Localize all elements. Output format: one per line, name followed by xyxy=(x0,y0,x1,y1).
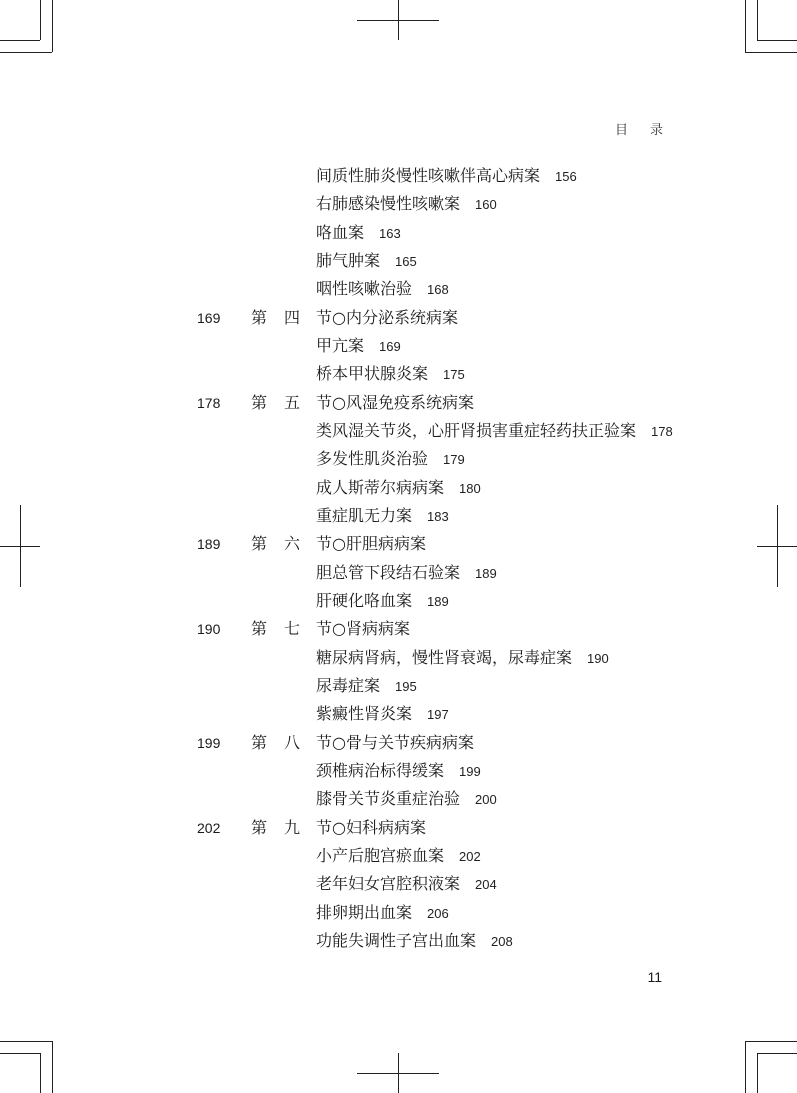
section-number: 九 xyxy=(284,817,301,837)
entry-title: 多发性肌炎治验 179 xyxy=(316,449,465,469)
registration-mark xyxy=(398,1053,399,1093)
entry-page: 178 xyxy=(651,423,673,439)
crop-mark xyxy=(0,40,40,41)
crop-mark xyxy=(757,1053,797,1054)
toc-entry[interactable] xyxy=(0,559,797,587)
section-title: 节○内分泌系统病案 xyxy=(316,307,458,327)
table-of-contents xyxy=(0,162,797,955)
crop-mark xyxy=(40,1053,41,1093)
entry-page: 200 xyxy=(475,792,497,808)
crop-mark xyxy=(745,0,746,52)
section-number: 六 xyxy=(284,534,301,554)
entry-page: 195 xyxy=(395,678,417,694)
crop-mark xyxy=(757,40,797,41)
entry-title: 类风湿关节炎，心肝肾损害重症轻药扶正验案 178 xyxy=(316,420,673,440)
crop-mark xyxy=(0,52,52,53)
toc-entry[interactable] xyxy=(0,644,797,672)
toc-entry[interactable] xyxy=(0,785,797,813)
entry-title: 成人斯蒂尔病病案 180 xyxy=(316,477,481,497)
entry-page: 168 xyxy=(427,282,449,298)
toc-section-heading[interactable] xyxy=(0,530,797,558)
entry-page: 180 xyxy=(459,480,481,496)
entry-title: 颈椎病治标得缓案 199 xyxy=(316,760,481,780)
entry-title: 老年妇女宫腔积液案 204 xyxy=(316,874,497,894)
toc-entry[interactable] xyxy=(0,360,797,388)
entry-page: 183 xyxy=(427,508,449,524)
toc-entry[interactable] xyxy=(0,870,797,898)
toc-section-heading[interactable] xyxy=(0,389,797,417)
entry-page: 165 xyxy=(395,253,417,269)
entry-page: 204 xyxy=(475,877,497,893)
entry-title: 功能失调性子宫出血案 208 xyxy=(316,930,513,950)
entry-title: 肺气肿案 165 xyxy=(316,250,417,270)
crop-mark xyxy=(745,1041,746,1093)
entry-title: 排卵期出血案 206 xyxy=(316,902,449,922)
toc-entry[interactable] xyxy=(0,445,797,473)
entry-title: 紫癜性肾炎案 197 xyxy=(316,704,449,724)
section-page: 199 xyxy=(197,734,221,751)
entry-page: 163 xyxy=(379,225,401,241)
toc-entry[interactable] xyxy=(0,587,797,615)
toc-entry[interactable] xyxy=(0,899,797,927)
page-number: 11 xyxy=(647,969,662,985)
entry-page: 179 xyxy=(443,452,465,468)
crop-mark xyxy=(0,1041,52,1042)
section-number: 七 xyxy=(284,619,301,639)
entry-page: 208 xyxy=(491,933,513,949)
crop-mark xyxy=(745,1041,797,1042)
entry-title: 甲亢案 169 xyxy=(316,335,401,355)
entry-title: 肝硬化咯血案 189 xyxy=(316,590,449,610)
crop-mark xyxy=(0,1053,40,1054)
registration-mark xyxy=(398,0,399,40)
entry-title: 胆总管下段结石验案 189 xyxy=(316,562,497,582)
crop-mark xyxy=(757,0,758,40)
entry-title: 咯血案 163 xyxy=(316,222,401,242)
section-prefix: 第 xyxy=(251,534,268,554)
section-number: 四 xyxy=(284,307,301,327)
section-title: 节○骨与关节疾病病案 xyxy=(316,732,474,752)
toc-section-heading[interactable] xyxy=(0,814,797,842)
toc-entry[interactable] xyxy=(0,190,797,218)
entry-page: 206 xyxy=(427,905,449,921)
toc-section-heading[interactable] xyxy=(0,729,797,757)
toc-entry[interactable] xyxy=(0,927,797,955)
entry-page: 197 xyxy=(427,707,449,723)
toc-section-heading[interactable] xyxy=(0,615,797,643)
section-page: 189 xyxy=(197,536,221,553)
toc-section-heading[interactable] xyxy=(0,304,797,332)
running-head-title: 目 xyxy=(615,123,629,138)
entry-page: 189 xyxy=(427,593,449,609)
toc-entry[interactable] xyxy=(0,417,797,445)
entry-page: 199 xyxy=(459,763,481,779)
section-title: 节○妇科病病案 xyxy=(316,817,426,837)
toc-entry[interactable] xyxy=(0,162,797,190)
toc-entry[interactable] xyxy=(0,332,797,360)
entry-title: 桥本甲状腺炎案 175 xyxy=(316,364,465,384)
section-number: 五 xyxy=(284,392,301,412)
toc-entry[interactable] xyxy=(0,502,797,530)
toc-entry[interactable] xyxy=(0,842,797,870)
toc-entry[interactable] xyxy=(0,275,797,303)
entry-page: 189 xyxy=(475,565,497,581)
section-page: 169 xyxy=(197,309,221,326)
entry-page: 175 xyxy=(443,367,465,383)
section-title: 节○肾病病案 xyxy=(316,619,410,639)
toc-entry[interactable] xyxy=(0,757,797,785)
crop-mark xyxy=(52,0,53,52)
crop-mark xyxy=(52,1041,53,1093)
entry-title: 间质性肺炎慢性咳嗽伴高心病案 156 xyxy=(316,166,577,185)
crop-mark xyxy=(757,1053,758,1093)
entry-page: 202 xyxy=(459,848,481,864)
crop-mark xyxy=(745,52,797,53)
toc-entry[interactable] xyxy=(0,247,797,275)
crop-mark xyxy=(40,0,41,40)
entry-page: 190 xyxy=(587,650,609,666)
toc-entry[interactable] xyxy=(0,219,797,247)
entry-title: 咽性咳嗽治验 168 xyxy=(316,279,449,299)
toc-entry[interactable] xyxy=(0,672,797,700)
section-prefix: 第 xyxy=(251,392,268,412)
entry-title: 膝骨关节炎重症治验 200 xyxy=(316,789,497,809)
entry-title: 尿毒症案 195 xyxy=(316,675,417,695)
section-title: 节○风湿免疫系统病案 xyxy=(316,392,474,412)
entry-title: 糖尿病肾病，慢性肾衰竭，尿毒症案 190 xyxy=(316,647,609,667)
toc-entry[interactable] xyxy=(0,700,797,728)
section-prefix: 第 xyxy=(251,619,268,639)
entry-page: 156 xyxy=(555,169,577,184)
section-page: 178 xyxy=(197,394,221,411)
section-title: 节○肝胆病病案 xyxy=(316,534,426,554)
entry-page: 160 xyxy=(475,197,497,213)
section-page: 202 xyxy=(197,819,221,836)
entry-page: 169 xyxy=(379,338,401,354)
section-number: 八 xyxy=(284,732,301,752)
section-prefix: 第 xyxy=(251,817,268,837)
entry-title: 右肺感染慢性咳嗽案 160 xyxy=(316,194,497,214)
section-prefix: 第 xyxy=(251,732,268,752)
toc-entry[interactable] xyxy=(0,474,797,502)
entry-title: 小产后胞宫瘀血案 202 xyxy=(316,845,481,865)
section-prefix: 第 xyxy=(251,307,268,327)
entry-title: 重症肌无力案 183 xyxy=(316,505,449,525)
section-page: 190 xyxy=(197,621,221,638)
running-head-title: 录 xyxy=(650,123,664,138)
